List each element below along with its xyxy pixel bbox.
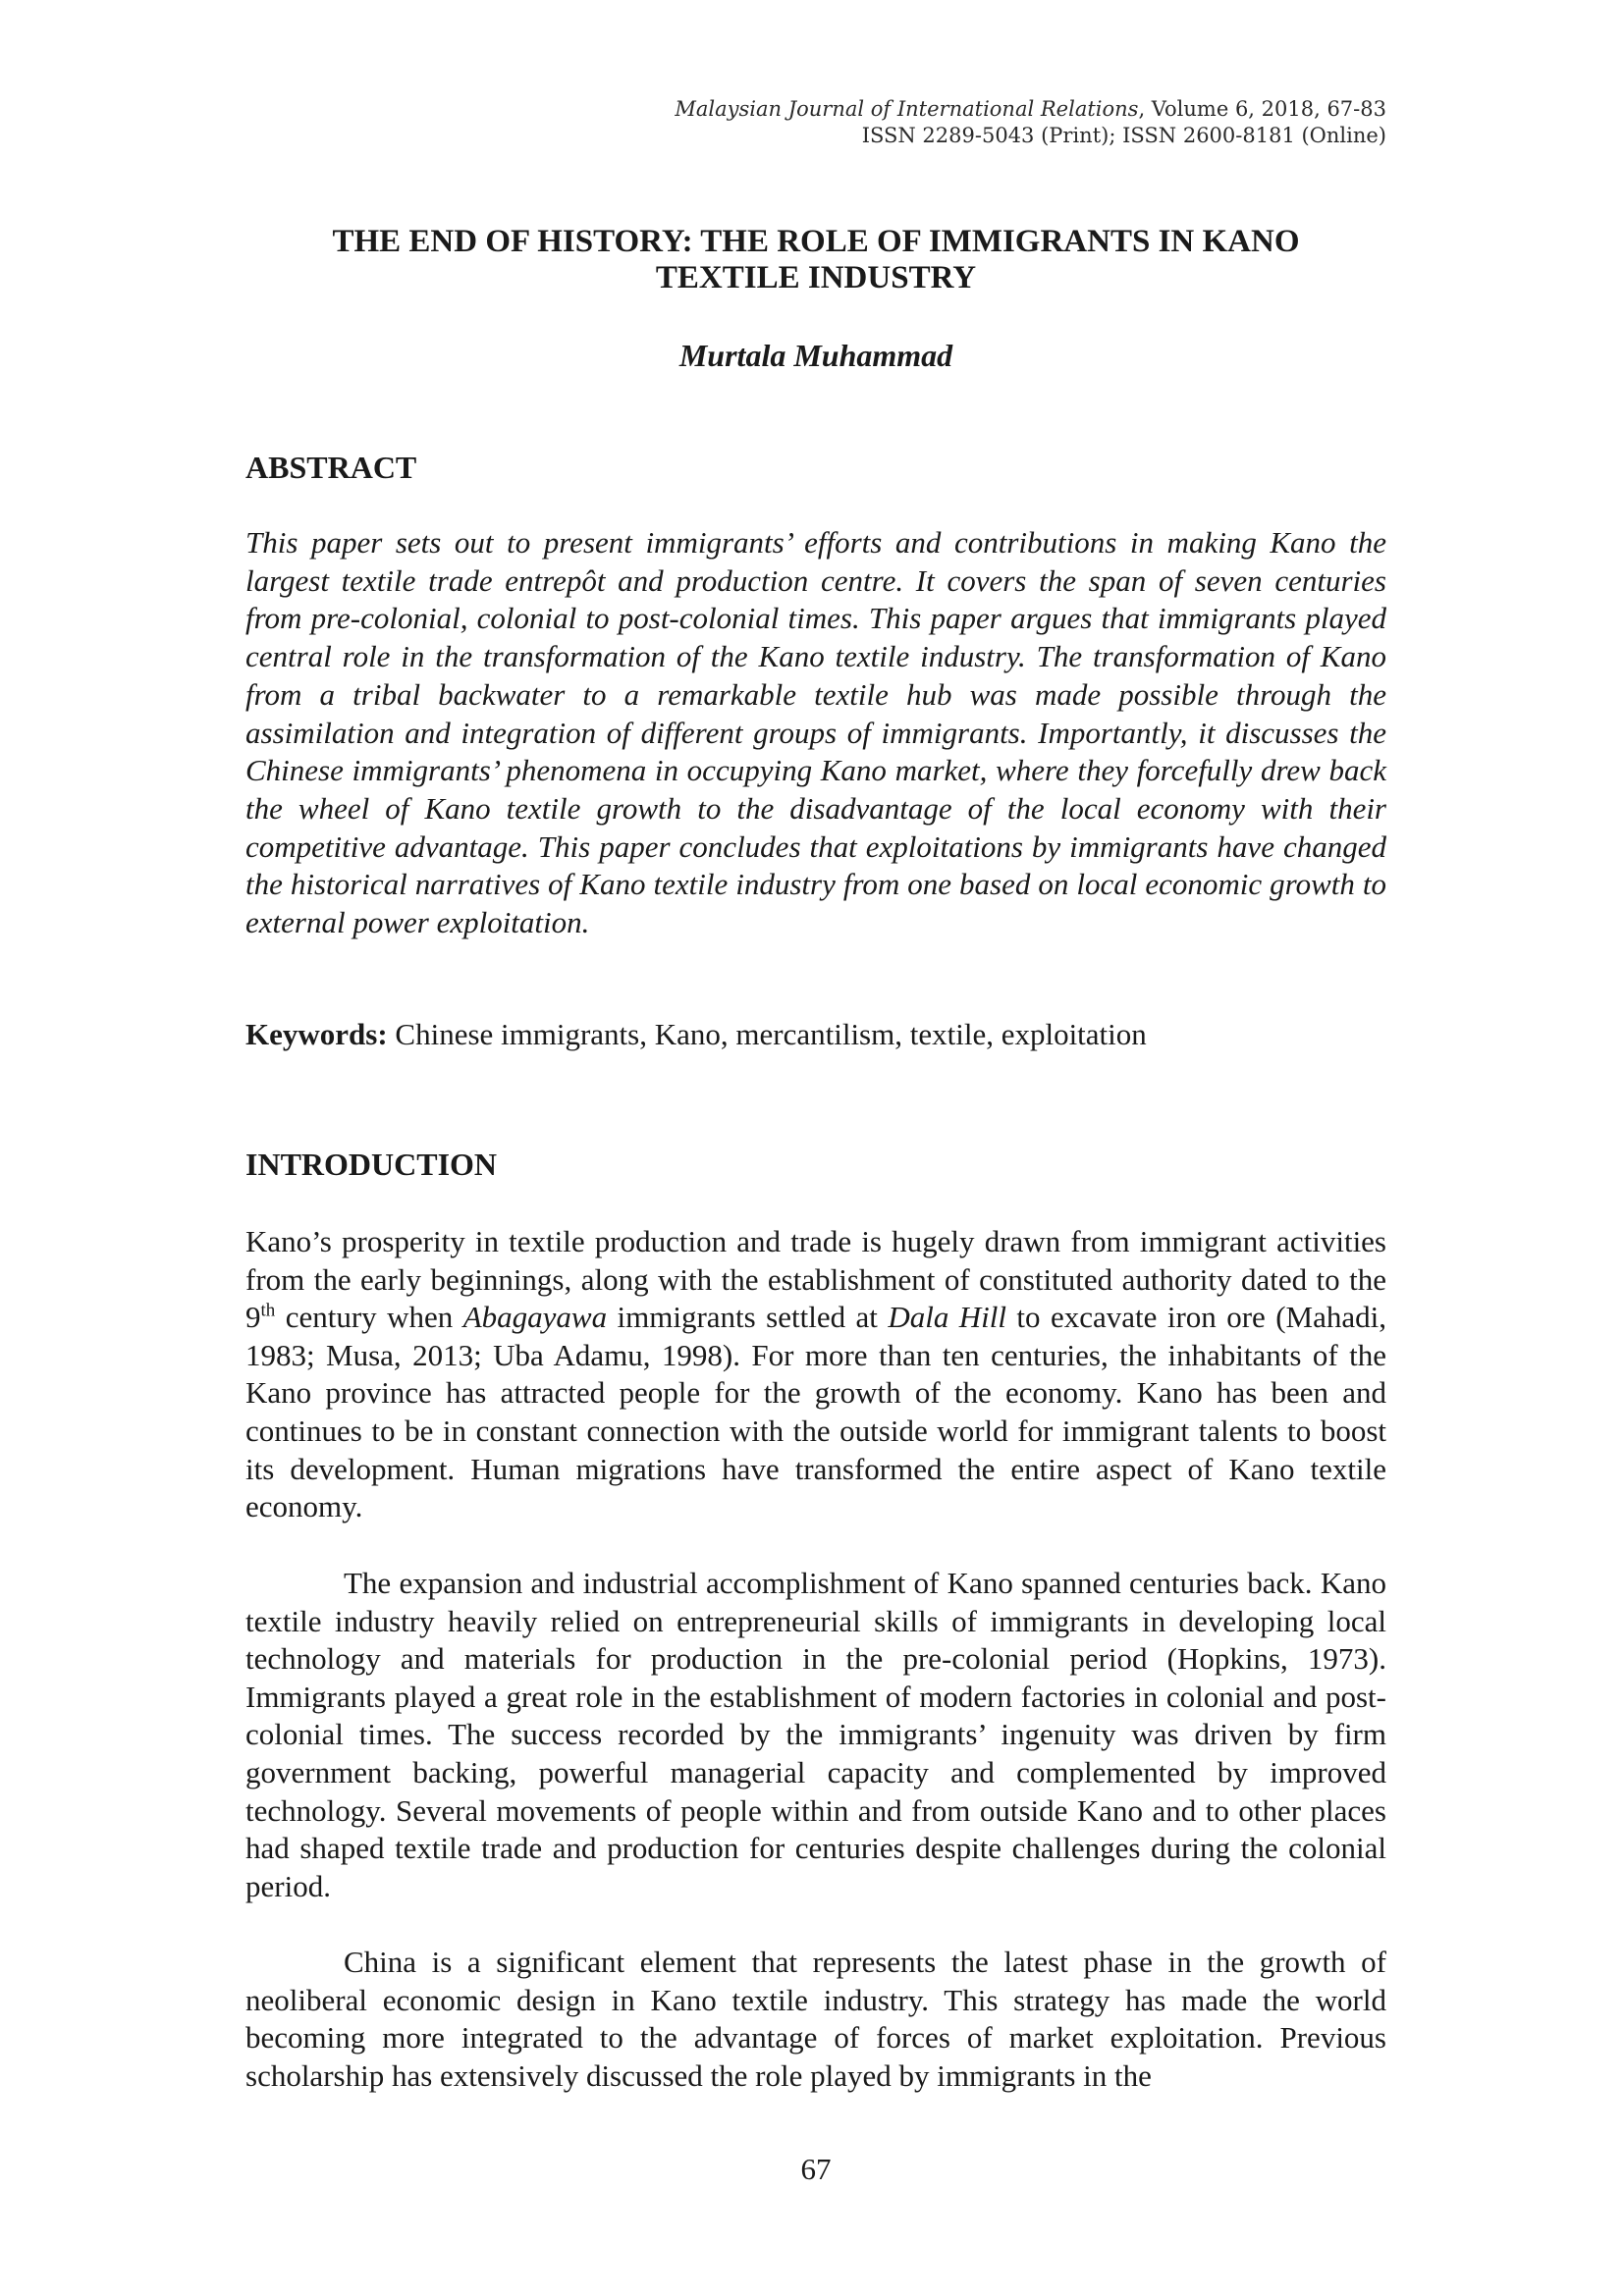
abstract-heading: ABSTRACT [245, 450, 417, 485]
intro-p1-text-a: Kano’s prosperity in textile production and trade is hugely drawn from immigrant activities from the early beginnings, along with the establishment of constituted authority dated to the 9 [245, 1224, 1386, 1335]
author-name: Murtala Muhammad [678, 338, 953, 373]
paper-title [245, 224, 1386, 296]
introduction-heading: INTRODUCTION [245, 1147, 498, 1182]
journal-issn: ISSN 2289-5043 (Print); ISSN 2600-8181 (Online) [861, 124, 1386, 147]
keywords-label: Keywords: [245, 1017, 388, 1051]
abstract-text: This paper sets out to present immigrants’ efforts and contributions in making Kano the largest textile trade entrepôt and production centre. It covers the span of seven centuries from pre-colonial, colonial to post-colonial times. This paper argues that immigrants played central role in the transformation of the Kano textile industry. The transformation of Kano from a tribal backwater to a remarkable textile hub was made possible through the assimilation and integration of different groups of immigrants. Importantly, it discusses the Chinese immigrants’ phenomena in occupying Kano market, where they forcefully drew back the wheel of Kano textile growth to the disadvantage of the local economy with their competitive advantage. This paper concludes that exploitations by immigrants have changed the historical narratives of Kano textile industry from one based on local economic growth to external power exploitation. [245, 525, 1386, 940]
intro-p1-text-c: immigrants settled at [607, 1300, 889, 1335]
page-number: 67 [800, 2152, 832, 2186]
introduction-paragraph-1 [245, 1223, 1386, 1526]
paper-title-line-2: TEXTILE INDUSTRY [655, 260, 977, 295]
journal-volume-info: , Volume 6, 2018, 67-83 [1138, 97, 1386, 121]
intro-p1-text-b: century when [275, 1300, 463, 1335]
intro-p1-italic-abagayawa: Abagayawa [462, 1300, 608, 1335]
intro-p1-text-d: to excavate iron ore (Mahadi, 1983; Musa, 2013; Uba Adamu, 1998). For more than ten centuries, the inhabitants of the Kano province has attracted people for the growth of the economy. Kano has been and continues to be in constant connection with the outside world for immigrant talents to boost its development. Human migrations have transformed the entire aspect of Kano textile economy. [245, 1300, 1386, 1524]
keywords-list: Chinese immigrants, Kano, mercantilism, textile, exploitation [387, 1017, 1147, 1051]
paper-page [245, 0, 1386, 2296]
journal-citation-line [675, 96, 1386, 123]
paper-title-line-1: THE END OF HISTORY: THE ROLE OF IMMIGRANTS IN KANO [332, 224, 1300, 259]
introduction-paragraph-2: The expansion and industrial accomplishment of Kano spanned centuries back. Kano textile industry heavily relied on entrepreneurial skills of immigrants in developing local technology and materials for production in the pre-colonial period (Hopkins, 1973). Immigrants played a great role in the establishment of modern factories in colonial and post-colonial times. The success recorded by the immigrants’ ingenuity was driven by firm government backing, powerful managerial capacity and complemented by improved technology. Several movements of people within and from outside Kano and to other places had shaped textile trade and production for centuries despite challenges during the colonial period. [245, 1566, 1386, 1903]
journal-name: Malaysian Journal of International Relations [675, 97, 1139, 121]
keywords [245, 1017, 1386, 1052]
intro-p1-superscript: th [260, 1300, 276, 1321]
introduction-paragraph-3: China is a significant element that represents the latest phase in the growth of neoliberal economic design in Kano textile industry. This strategy has made the world becoming more integrated to the advantage of forces of market exploitation. Previous scholarship has extensively discussed the role played by immigrants in the [245, 1945, 1386, 2093]
journal-header [675, 96, 1386, 149]
intro-p1-italic-dala-hill: Dala Hill [888, 1300, 1006, 1335]
